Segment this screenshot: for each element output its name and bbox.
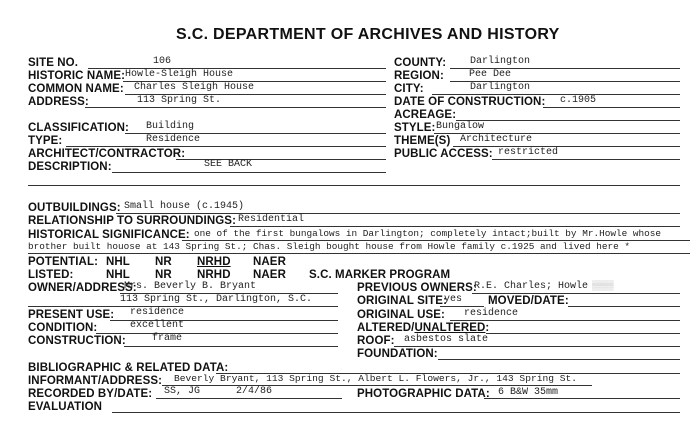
- relationship-label: RELATIONSHIP TO SURROUNDINGS:: [28, 215, 236, 227]
- unaltered-text: UNALTERED: [414, 322, 486, 334]
- recorded-label: RECORDED BY/DATE:: [28, 388, 153, 400]
- construction-value: frame: [152, 333, 183, 344]
- potential-label: POTENTIAL:: [28, 256, 98, 268]
- county-label: COUNTY:: [394, 57, 447, 69]
- owner-label: OWNER/ADDRESS:: [28, 282, 137, 294]
- present-use-label: PRESENT USE:: [28, 309, 115, 321]
- classification-value: Building: [146, 121, 195, 132]
- common-name-label: COMMON NAME:: [28, 83, 124, 95]
- classification-label: CLASSIFICATION:: [28, 122, 129, 134]
- evaluation-line: [112, 412, 680, 413]
- description-line: [112, 172, 386, 173]
- outbuildings-label: OUTBUILDINGS:: [28, 202, 121, 214]
- themes-line: [453, 146, 680, 147]
- original-site-line: [440, 306, 484, 307]
- moved-date-line: [568, 306, 680, 307]
- significance-rule-2: [28, 253, 690, 254]
- significance-line-1: one of the first bungalows in Darlington; completely intact;built by Mr.Howle whose: [194, 228, 661, 239]
- relationship-line: [230, 226, 680, 227]
- informant-value: Beverly Bryant, 113 Spring St., Albert L. Flowers, Jr., 143 Spring St.: [174, 373, 578, 384]
- potential-nr: NR: [155, 256, 172, 268]
- address-line: [85, 107, 386, 108]
- potential-naer: NAER: [253, 256, 286, 268]
- listed-naer: NAER: [253, 269, 286, 281]
- significance-line-2: brother built houose at 143 Spring St.; Chas. Sleigh bought house from Howle family c.1925 and lived here *: [28, 241, 630, 252]
- historic-name-label: HISTORIC NAME:: [28, 70, 126, 82]
- altered-label: [357, 322, 489, 334]
- address-value: 113 Spring St.: [137, 95, 222, 106]
- previous-owners-label: PREVIOUS OWNERS:: [357, 282, 477, 294]
- condition-value: excellent: [130, 320, 185, 331]
- city-label: CITY:: [394, 83, 424, 95]
- altered-line: [486, 333, 680, 334]
- listed-label: LISTED:: [28, 269, 74, 281]
- date-construction-label: DATE OF CONSTRUCTION:: [394, 96, 546, 108]
- city-line: [432, 94, 680, 95]
- significance-label: HISTORICAL SIGNIFICANCE:: [28, 229, 190, 241]
- site-no-value: 106: [153, 56, 172, 67]
- altered-text: ALTERED/: [357, 322, 415, 334]
- acreage-line: [456, 120, 680, 121]
- acreage-label: ACREAGE:: [394, 109, 457, 121]
- marker-program-label: S.C. MARKER PROGRAM: [309, 269, 451, 281]
- themes-value: Architecture: [460, 134, 533, 145]
- photographic-value: 6 B&W 35mm: [498, 387, 559, 398]
- previous-owners-smudge: ▒▒▒▒: [592, 281, 614, 291]
- moved-date-label: MOVED/DATE:: [488, 295, 569, 307]
- construction-line: [124, 346, 338, 347]
- construction-label: CONSTRUCTION:: [28, 335, 126, 347]
- recorded-date-value: 2/4/86: [236, 386, 273, 397]
- photographic-line: [484, 398, 680, 399]
- altered-colon: :: [485, 322, 490, 334]
- region-label: REGION:: [394, 70, 444, 82]
- original-use-line: [450, 320, 680, 321]
- bibliographic-label: BIBLIOGRAPHIC & RELATED DATA:: [28, 362, 229, 374]
- original-use-value: residence: [464, 308, 519, 319]
- region-value: Pee Dee: [469, 69, 512, 80]
- previous-owners-line: [472, 293, 680, 294]
- photographic-label: PHOTOGRAPHIC DATA:: [357, 388, 490, 400]
- public-access-line: [492, 159, 680, 160]
- site-no-label: SITE NO.: [28, 57, 79, 69]
- original-site-value: yes: [444, 294, 463, 305]
- type-value: Residence: [146, 134, 201, 145]
- present-use-value: residence: [130, 307, 185, 318]
- potential-nhl: NHL: [106, 256, 130, 268]
- type-line: [66, 146, 386, 147]
- address-label: ADDRESS:: [28, 96, 89, 108]
- relationship-value: Residential: [238, 214, 305, 225]
- previous-owners-value: R.E. Charles; Howle: [474, 281, 589, 292]
- foundation-line: [438, 359, 680, 360]
- condition-line: [96, 333, 338, 334]
- evaluation-label: EVALUATION: [28, 401, 103, 413]
- potential-nrhd: NRHD: [197, 256, 231, 268]
- original-use-label: ORIGINAL USE:: [357, 309, 445, 321]
- style-value: Bungalow: [436, 121, 485, 132]
- description-label: DESCRIPTION:: [28, 161, 112, 173]
- recorded-line: [156, 398, 342, 399]
- owner-line-2: 113 Spring St., Darlington, S.C.: [120, 294, 313, 305]
- roof-label: ROOF:: [357, 335, 395, 347]
- form-title: S.C. DEPARTMENT OF ARCHIVES AND HISTORY: [176, 26, 560, 43]
- original-site-label: ORIGINAL SITE:: [357, 295, 447, 307]
- common-name-value: Charles Sleigh House: [134, 82, 255, 93]
- date-construction-value: c.1905: [560, 95, 597, 106]
- listed-nrhd: NRHD: [197, 269, 231, 281]
- owner-line-1: Mrs. Beverly B. Bryant: [124, 281, 257, 292]
- description-line-2: [28, 185, 680, 186]
- style-label: STYLE:: [394, 122, 436, 134]
- condition-label: CONDITION:: [28, 322, 98, 334]
- outbuildings-line: [116, 213, 680, 214]
- county-value: Darlington: [470, 56, 531, 67]
- themes-label: THEME(S): [394, 135, 451, 147]
- public-access-value: restricted: [498, 147, 559, 158]
- architect-label: ARCHITECT/CONTRACTOR:: [28, 148, 186, 160]
- description-value: SEE BACK: [204, 159, 253, 170]
- listed-nr: NR: [155, 269, 172, 281]
- outbuildings-value: Small house (c.1945): [124, 201, 245, 212]
- type-label: TYPE:: [28, 135, 63, 147]
- roof-value: asbestos slate: [404, 334, 489, 345]
- city-value: Darlington: [470, 82, 531, 93]
- informant-line: [162, 385, 592, 386]
- date-construction-line: [543, 107, 680, 108]
- informant-label: INFORMANT/ADDRESS:: [28, 375, 163, 387]
- foundation-label: FOUNDATION:: [357, 348, 438, 360]
- roof-line: [394, 346, 680, 347]
- listed-nhl: NHL: [106, 269, 130, 281]
- historic-name-value: Howle-Sleigh House: [125, 69, 234, 80]
- recorded-by-value: SS, JG: [164, 386, 201, 397]
- public-access-label: PUBLIC ACCESS:: [394, 148, 493, 160]
